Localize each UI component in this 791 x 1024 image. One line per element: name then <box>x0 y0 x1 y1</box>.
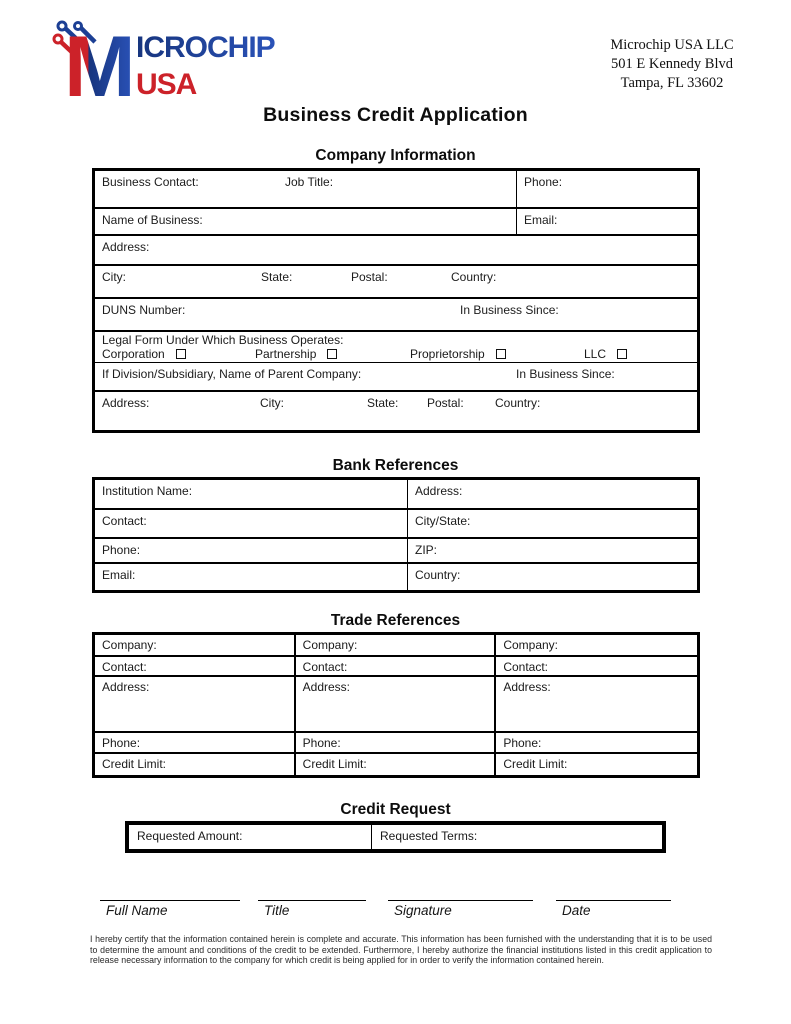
bank-address-field[interactable] <box>408 480 697 510</box>
bank-contact-field[interactable] <box>95 510 408 539</box>
trade-company-label: Company: <box>503 638 559 652</box>
trade-credit-limit-label: Credit Limit: <box>503 757 568 771</box>
phone-label: Phone: <box>524 175 563 189</box>
logo-text-microchip: ICROCHIP <box>136 31 275 64</box>
country-label: Country: <box>495 396 541 410</box>
trade-references-table <box>92 632 700 778</box>
legal-form-label: Legal Form Under Which Business Operates: <box>102 333 344 347</box>
page-title: Business Credit Application <box>263 104 528 126</box>
requested-amount-label: Requested Amount: <box>137 829 243 843</box>
legal-form-option-corporation <box>102 347 186 361</box>
trade-address-label: Address: <box>302 680 351 694</box>
microchip-usa-logo <box>52 20 334 102</box>
bank-references-heading: Bank References <box>332 457 459 474</box>
trade-credit-limit-label: Credit Limit: <box>102 757 167 771</box>
signature-label: Signature <box>394 903 452 918</box>
trade3-phone-field[interactable] <box>496 733 697 754</box>
company-information-heading: Company Information <box>315 147 476 164</box>
credit-request-table <box>125 821 666 853</box>
postal-label: Postal: <box>351 270 388 284</box>
name-of-business-label: Name of Business: <box>102 213 203 227</box>
trade3-address-field[interactable] <box>496 677 697 733</box>
legal-form-option-proprietorship <box>410 347 506 361</box>
trade3-contact-field[interactable] <box>496 657 697 677</box>
duns-number-label: DUNS Number: <box>102 303 186 317</box>
trade-company-label: Company: <box>102 638 157 652</box>
trade3-credit-limit-field[interactable] <box>496 754 697 775</box>
trade1-phone-field[interactable] <box>95 733 296 754</box>
date-signature-line[interactable] <box>556 900 671 918</box>
trade-references-heading: Trade References <box>330 612 461 629</box>
divider <box>516 209 517 234</box>
certification-statement: I hereby certify that the information contained herein is complete and accurate. This information has been furnished with the understanding that it is to be used to determine the amount and conditions of the credit to be extended. Furthermore, I hereby authorize the financial institutions listed in this credit application to release necessary information to the company for which credit is being applied for in order to verify the information contained herein. <box>90 934 712 966</box>
bank-phone-field[interactable] <box>95 539 408 564</box>
row-contact-jobtitle-phone[interactable] <box>95 171 697 209</box>
corporation-label: Corporation <box>102 347 165 361</box>
llc-checkbox[interactable] <box>617 349 627 359</box>
trade2-phone-field[interactable] <box>296 733 497 754</box>
partnership-label: Partnership <box>255 347 317 361</box>
trade2-credit-limit-field[interactable] <box>296 754 497 775</box>
row-city-state-postal-country[interactable] <box>95 266 697 299</box>
address-label: Address: <box>102 396 150 410</box>
row-legal-form[interactable] <box>95 332 697 363</box>
city-label: City: <box>260 396 284 410</box>
llc-label: LLC <box>584 347 607 361</box>
trade2-company-field[interactable] <box>296 635 497 657</box>
row-duns-inbusiness[interactable] <box>95 299 697 332</box>
bank-city-state-label: City/State: <box>415 514 471 528</box>
row-address[interactable] <box>95 236 697 266</box>
trade-contact-label: Contact: <box>302 660 348 674</box>
trade2-contact-field[interactable] <box>296 657 497 677</box>
bank-country-field[interactable] <box>408 564 697 590</box>
trade-phone-label: Phone: <box>102 736 141 750</box>
proprietorship-checkbox[interactable] <box>496 349 506 359</box>
bank-phone-label: Phone: <box>102 543 141 557</box>
address-line-2: 501 E Kennedy Blvd <box>610 56 734 72</box>
bank-zip-field[interactable] <box>408 539 697 564</box>
trade2-address-field[interactable] <box>296 677 497 733</box>
address-line-1: Microchip USA LLC <box>610 37 734 53</box>
in-business-since-label: In Business Since: <box>460 303 559 317</box>
trade1-contact-field[interactable] <box>95 657 296 677</box>
bank-email-field[interactable] <box>95 564 408 590</box>
company-information-table <box>92 168 700 433</box>
job-title-label: Job Title: <box>285 175 334 189</box>
trade-address-label: Address: <box>503 680 551 694</box>
credit-request-heading: Credit Request <box>340 801 451 818</box>
trade3-company-field[interactable] <box>496 635 697 657</box>
signature-line[interactable] <box>388 900 533 918</box>
proprietorship-label: Proprietorship <box>410 347 485 361</box>
date-label: Date <box>562 903 591 918</box>
trade-phone-label: Phone: <box>503 736 542 750</box>
state-label: State: <box>367 396 399 410</box>
in-business-since-label: In Business Since: <box>516 367 615 381</box>
bank-zip-label: ZIP: <box>415 543 438 557</box>
bank-city-state-field[interactable] <box>408 510 697 539</box>
bank-references-table <box>92 477 700 593</box>
address-line-3: Tampa, FL 33602 <box>620 75 724 91</box>
institution-name-field[interactable] <box>95 480 408 510</box>
country-label: Country: <box>451 270 497 284</box>
logo-initial-m: M <box>64 20 134 102</box>
row-parent-company[interactable] <box>95 363 697 392</box>
partnership-checkbox[interactable] <box>327 349 337 359</box>
title-label: Title <box>264 903 290 918</box>
row-business-email[interactable] <box>95 209 697 236</box>
trade1-company-field[interactable] <box>95 635 296 657</box>
corporation-checkbox[interactable] <box>176 349 186 359</box>
legal-form-option-llc <box>584 347 627 361</box>
trade-contact-label: Contact: <box>102 660 147 674</box>
address-label: Address: <box>102 240 150 254</box>
bank-contact-label: Contact: <box>102 514 147 528</box>
requested-terms-field[interactable] <box>372 825 662 849</box>
title-signature-line[interactable] <box>258 900 366 918</box>
row-parent-address[interactable] <box>95 392 697 430</box>
parent-company-label: If Division/Subsidiary, Name of Parent Company: <box>102 367 362 381</box>
trade-company-label: Company: <box>302 638 358 652</box>
legal-form-option-partnership <box>255 347 337 361</box>
divider <box>516 171 517 207</box>
trade-address-label: Address: <box>102 680 150 694</box>
full-name-label: Full Name <box>106 903 168 918</box>
full-name-signature-line[interactable] <box>100 900 240 918</box>
trade-contact-label: Contact: <box>503 660 549 674</box>
bank-address-label: Address: <box>415 484 463 498</box>
state-label: State: <box>261 270 293 284</box>
trade-credit-limit-label: Credit Limit: <box>302 757 367 771</box>
business-contact-label: Business Contact: <box>102 175 199 189</box>
postal-label: Postal: <box>427 396 464 410</box>
email-label: Email: <box>524 213 558 227</box>
trade1-address-field[interactable] <box>95 677 296 733</box>
institution-name-label: Institution Name: <box>102 484 193 498</box>
logo-text-usa: USA <box>136 68 197 101</box>
city-label: City: <box>102 270 126 284</box>
bank-email-label: Email: <box>102 568 136 582</box>
bank-country-label: Country: <box>415 568 461 582</box>
trade1-credit-limit-field[interactable] <box>95 754 296 775</box>
requested-terms-label: Requested Terms: <box>380 829 478 843</box>
trade-phone-label: Phone: <box>302 736 341 750</box>
requested-amount-field[interactable] <box>129 825 372 849</box>
company-address-block <box>565 36 779 93</box>
